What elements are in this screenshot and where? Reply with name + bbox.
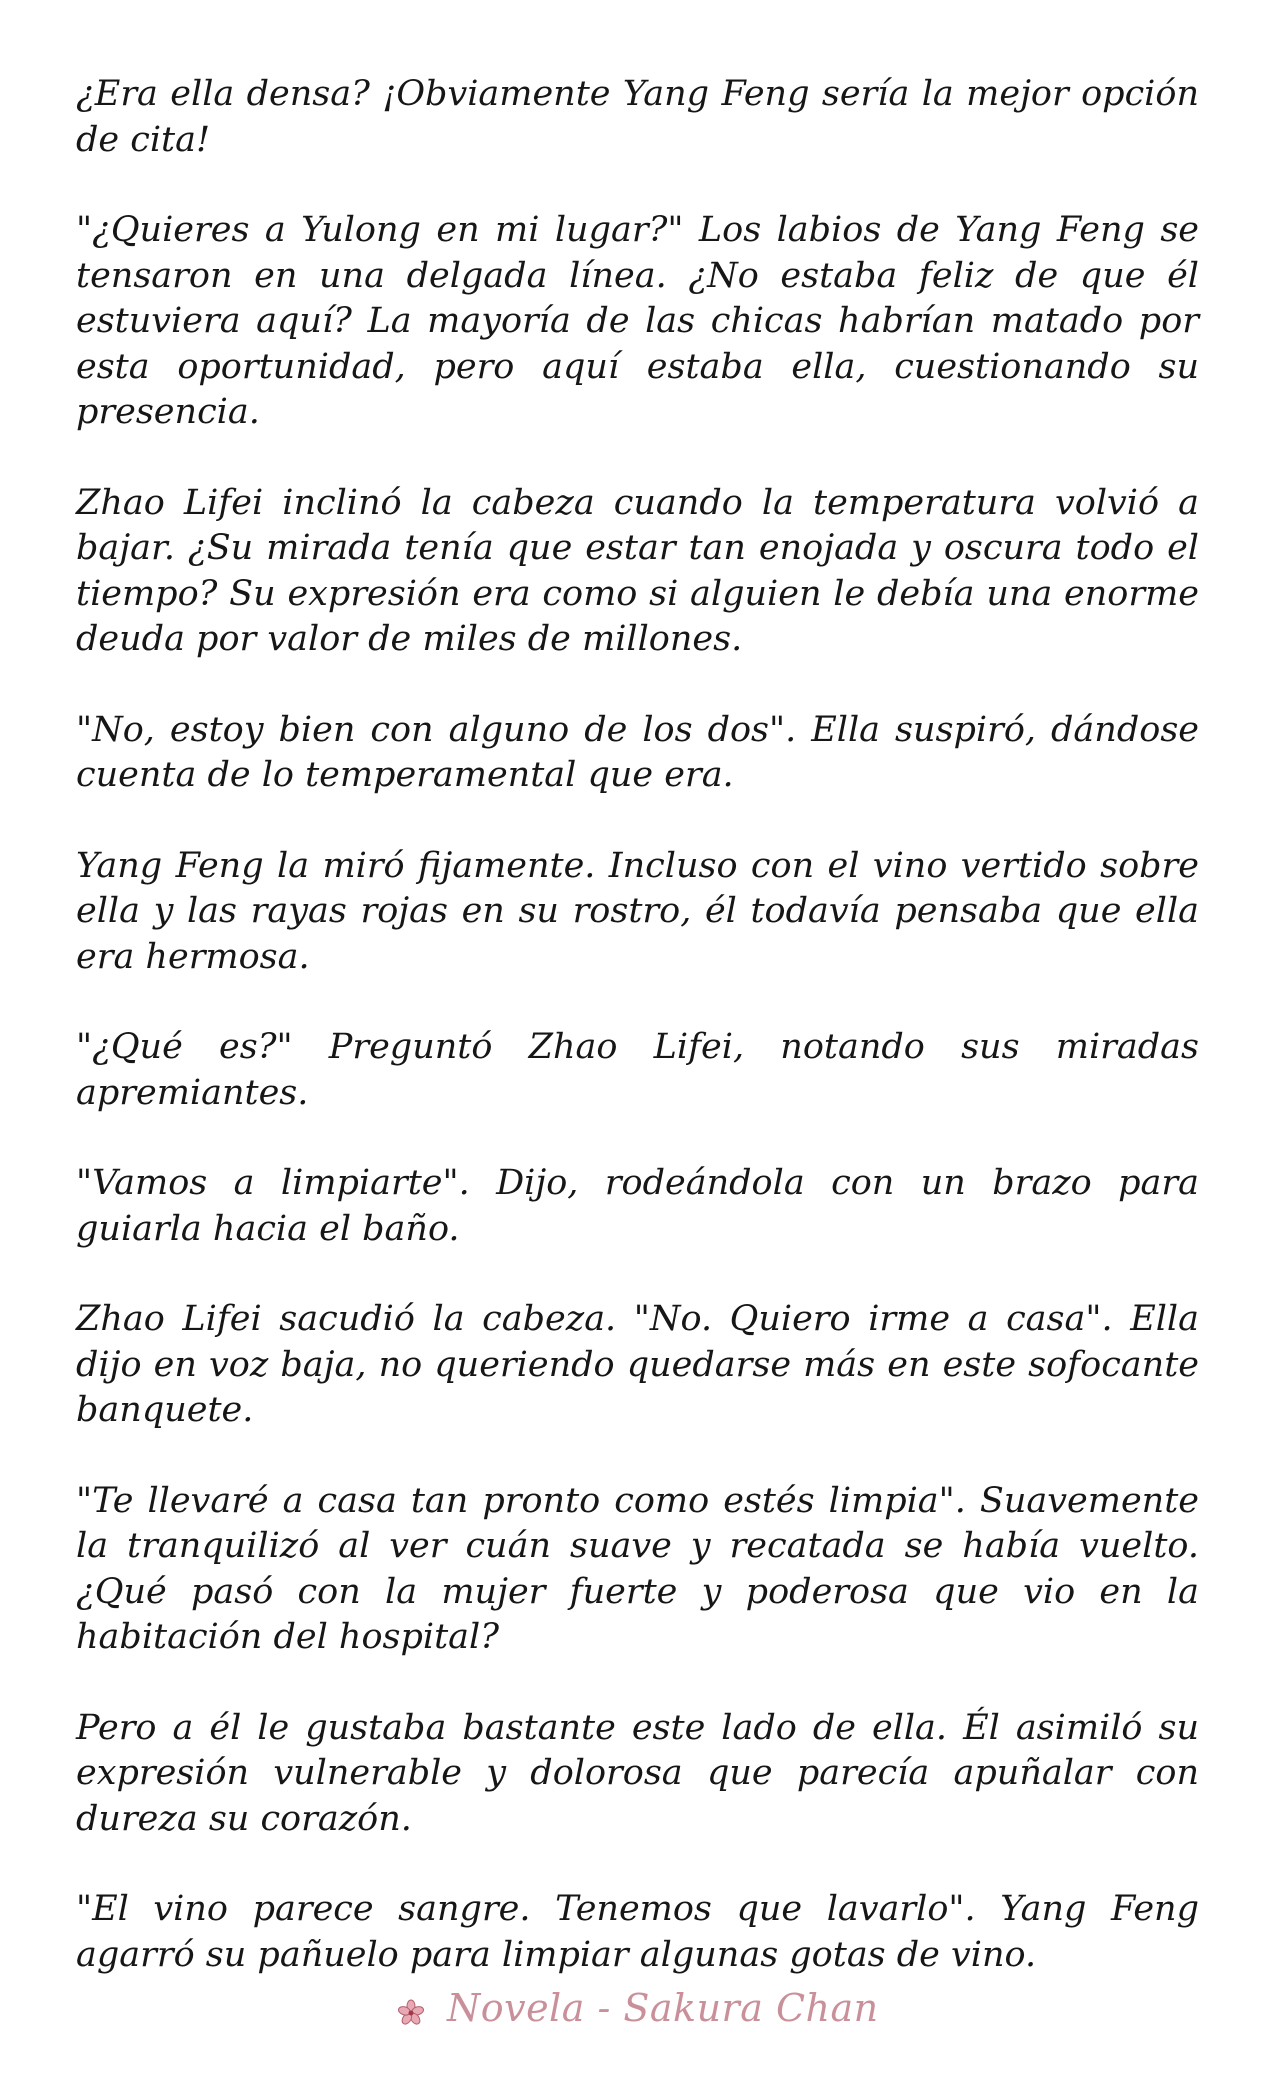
paragraph-8: Zhao Lifei sacudió la cabeza. "No. Quiero irme a casa". Ella dijo en voz baja, no queriendo quedarse más en este sofocante banquete. [76, 1299, 1199, 1430]
watermark-text: Novela - Sakura Chan [446, 1986, 879, 2030]
paragraph-6: "¿Qué es?" Preguntó Zhao Lifei, notando sus miradas apremiantes. [76, 1027, 1199, 1113]
cherry-blossom-icon [396, 1993, 426, 2023]
paragraph-4: "No, estoy bien con alguno de los dos". Ella suspiró, dándose cuenta de lo temperamental que era. [76, 709, 1199, 795]
paragraph-2: "¿Quieres a Yulong en mi lugar?" Los labios de Yang Feng se tensaron en una delgada línea. ¿No estaba feliz de que él estuviera aquí? La mayoría de las chicas habrían matado por esta oportunidad, pero aquí estaba ella, cuestionando su presencia. [76, 210, 1199, 432]
paragraph-1: ¿Era ella densa? ¡Obviamente Yang Feng sería la mejor opción de cita! [76, 74, 1199, 160]
paragraph-9: "Te llevaré a casa tan pronto como estés limpia". Suavemente la tranquilizó al ver cuán suave y recatada se había vuelto. ¿Qué pasó con la mujer fuerte y poderosa que vio en la habitación del hospital? [76, 1480, 1199, 1657]
paragraph-10: Pero a él le gustaba bastante este lado de ella. Él asimiló su expresión vulnerable y dolorosa que parecía apuñalar con dureza su corazón. [76, 1707, 1199, 1839]
paragraph-7: "Vamos a limpiarte". Dijo, rodeándola con un brazo para guiarla hacia el baño. [76, 1163, 1199, 1249]
watermark [0, 1986, 1275, 2030]
paragraph-5: Yang Feng la miró fijamente. Incluso con el vino vertido sobre ella y las rayas rojas en su rostro, él todavía pensaba que ella era hermosa. [76, 845, 1199, 977]
paragraph-3: Zhao Lifei inclinó la cabeza cuando la temperatura volvió a bajar. ¿Su mirada tenía que estar tan enojada y oscura todo el tiempo? Su expresión era como si alguien le debía una enorme deuda por valor de miles de millones. [76, 482, 1199, 659]
paragraph-11: "El vino parece sangre. Tenemos que lavarlo". Yang Feng agarró su pañuelo para limpiar algunas gotas de vino. [76, 1889, 1199, 1975]
